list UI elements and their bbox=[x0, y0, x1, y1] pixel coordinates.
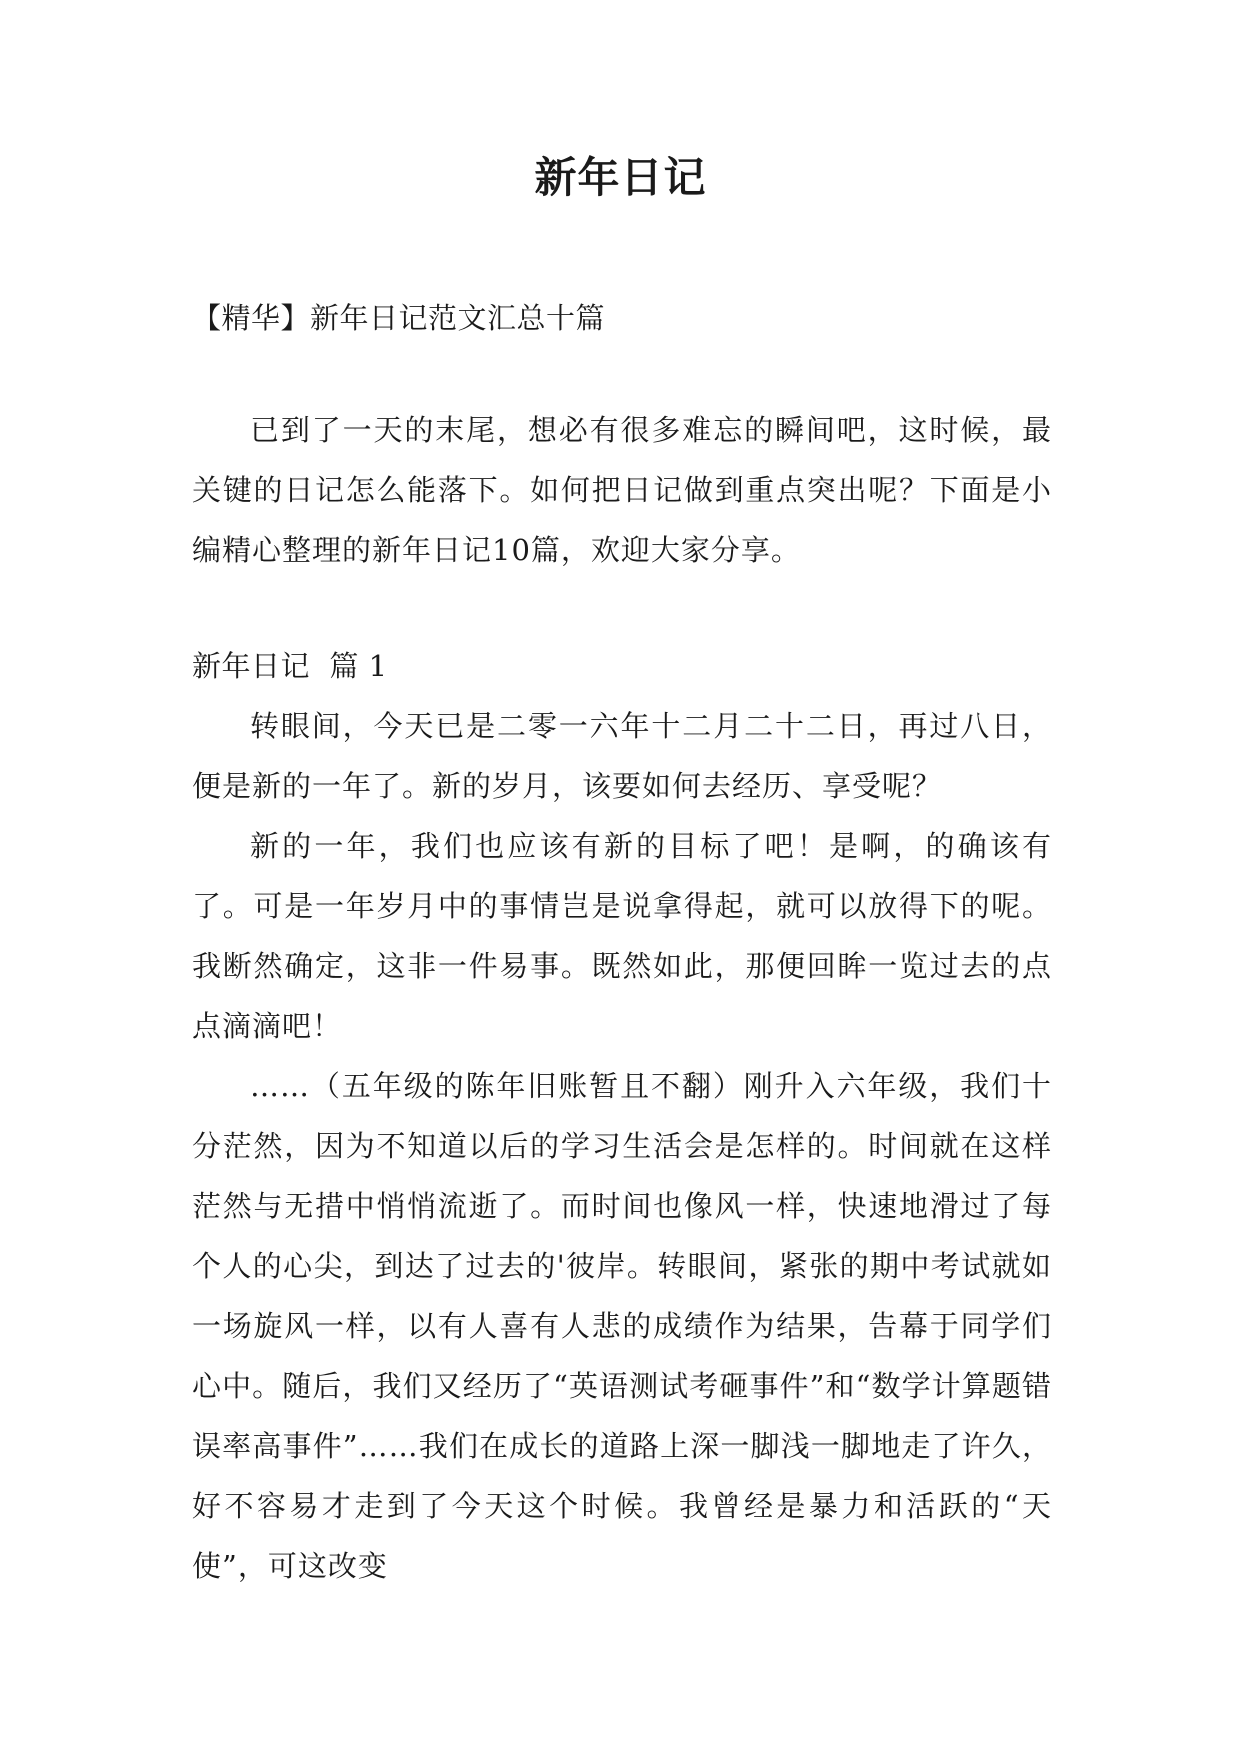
section-paragraph-3: ……（五年级的陈年旧账暂且不翻）刚升入六年级，我们十分茫然，因为不知道以后的学习生活会是怎样的。时间就在这样茫然与无措中悄悄流逝了。而时间也像风一样，快速地滑过了每个人的心尖，到达了过去的'彼岸。转眼间，紧张的期中考试就如一场旋风一样，以有人喜有人悲的成绩作为结果，告幕于同学们心中。随后，我们又经历了“英语测试考砸事件”和“数学计算题错误率高事件”……我们在成长的道路上深一脚浅一脚地走了许久，好不容易才走到了今天这个时候。我曾经是暴力和活跃的“天使”，可这改变 bbox=[192, 1069, 1052, 1583]
document-subtitle: 【精华】新年日记范文汇总十篇 bbox=[192, 301, 606, 335]
section-heading: 新年日记 篇 1 bbox=[192, 649, 388, 683]
section-1 bbox=[192, 636, 1052, 1596]
section-paragraph-2: 新的一年，我们也应该有新的目标了吧！是啊，的确该有了。可是一年岁月中的事情岂是说拿得起，就可以放得下的呢。我断然确定，这非一件易事。既然如此，那便回眸一览过去的点点滴滴吧！ bbox=[192, 829, 1052, 1043]
section-paragraph-1: 转眼间，今天已是二零一六年十二月二十二日，再过八日，便是新的一年了。新的岁月，该要如何去经历、享受呢？ bbox=[192, 709, 1052, 803]
document-title: 新年日记 bbox=[534, 153, 707, 202]
intro-paragraph: 已到了一天的末尾，想必有很多难忘的瞬间吧，这时候，最关键的日记怎么能落下。如何把日记做到重点突出呢？下面是小编精心整理的新年日记10篇，欢迎大家分享。 bbox=[192, 413, 1052, 567]
